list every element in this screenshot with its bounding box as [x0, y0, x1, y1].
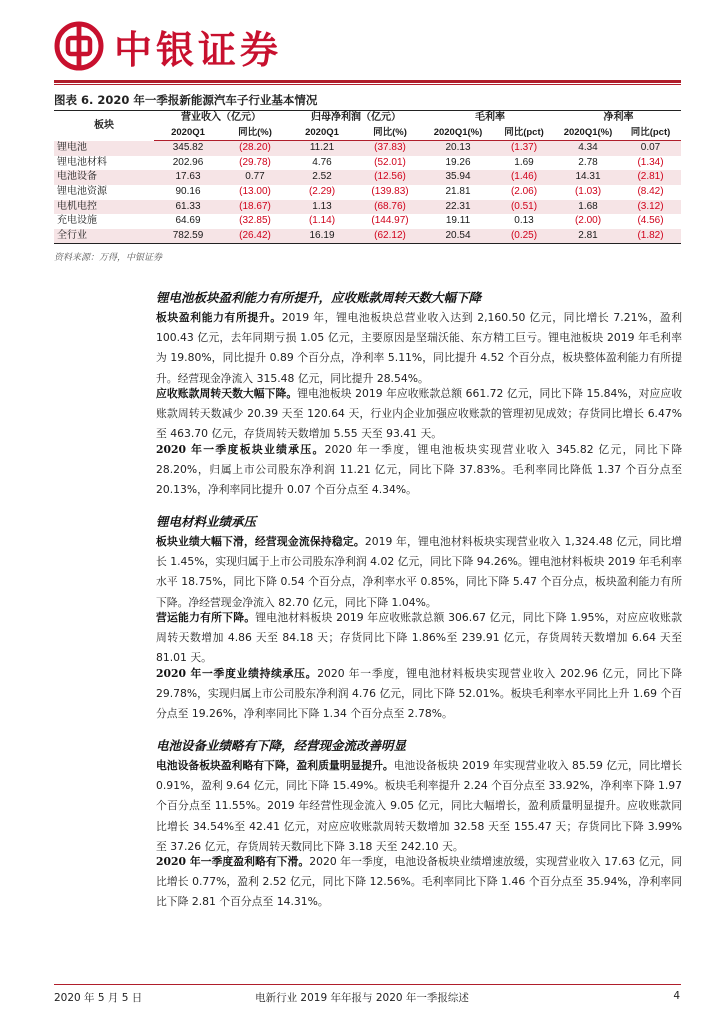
table-cell: 2.81: [556, 229, 620, 244]
table-cell: 16.19: [288, 229, 356, 244]
table-cell: (29.78): [239, 156, 271, 168]
row-segment-name: 充电设施: [57, 215, 97, 227]
table-cell: 20.54: [424, 229, 492, 244]
section-heading: 锂电材料业绩承压: [156, 514, 257, 529]
table-cell: 1.68: [556, 200, 620, 215]
brand-name: 中银证券: [114, 26, 283, 72]
header-segment: 板块: [54, 111, 154, 141]
table-cell: (0.51): [492, 200, 556, 215]
subheader: 2020Q1: [288, 126, 356, 141]
table-cell: (52.01): [374, 156, 406, 168]
subheader: 同比(%): [356, 126, 424, 141]
table-cell: (26.42): [222, 229, 288, 244]
table-cell: 17.63: [154, 170, 222, 185]
header-group-gross-margin: 毛利率: [424, 111, 556, 126]
table-cell: (1.03): [574, 185, 602, 197]
table-cell: 202.96: [172, 156, 204, 168]
table-cell: (37.83): [356, 141, 424, 156]
table-cell: 35.94: [424, 170, 492, 185]
paragraph-lead: 板块盈利能力有所提升。: [156, 311, 282, 324]
table-cell: (1.46): [492, 170, 556, 185]
table-cell: (4.56): [637, 215, 664, 227]
table-cell: (13.00): [239, 185, 271, 197]
table-cell: 4.76: [312, 156, 332, 168]
financial-table: [54, 110, 681, 244]
table-row: [54, 185, 681, 200]
page-number: 4: [673, 990, 680, 1002]
paragraph: [156, 532, 682, 613]
table-cell: (12.56): [356, 170, 424, 185]
table-cell: 2.78: [578, 156, 598, 168]
table-cell: 1.13: [288, 200, 356, 215]
table-cell: (32.85): [239, 215, 271, 227]
table-cell: 0.77: [222, 170, 288, 185]
paragraph-text: 电池设备板块 2019 年实现营业收入 85.59 亿元，同比增长 0.91%，盈利 9.64 亿元，同比下降 15.49%。板块毛利率提升 2.24 个百分点至 33.92%，净利率下降 1.97 个百分点至 11.55%。2019 年经营性现金流入 9.05 亿元，同比大幅增长，盈利质量明显提升。应收账款同比增长 34.54%至 42.41 亿元，对应应收账款周转天数增加 32.58 天至 155.47 天；存货同比下降 3.99%至 37.26 亿元，存货周转天数同比下降 3.18 天至 242.10 天。: [156, 759, 682, 853]
table-cell: (1.82): [620, 229, 681, 244]
table-cell: (139.83): [371, 185, 409, 197]
table-cell: (18.67): [222, 200, 288, 215]
section-heading: 锂电池板块盈利能力有所提升，应收账款周转天数大幅下降: [156, 290, 482, 305]
subheader: 同比(pct): [620, 126, 681, 141]
table-cell: (1.14): [308, 215, 336, 227]
table-cell: (2.00): [574, 215, 602, 227]
bank-of-china-logo-icon: [54, 21, 104, 71]
table-cell: 782.59: [154, 229, 222, 244]
table-row: [54, 229, 681, 244]
row-segment-name: 锂电池资源: [57, 185, 107, 197]
paragraph-lead: 营运能力有所下降。: [156, 611, 256, 624]
table-cell: 64.69: [175, 215, 201, 227]
figure-source: 资料来源：万得，中银证券: [54, 253, 163, 263]
paragraph-lead: 2020 年一季度业绩持续承压。: [156, 667, 318, 680]
table-cell: (28.20): [222, 141, 288, 156]
paragraph-text: 锂电池材料板块 2019 年应收账款总额 306.67 亿元，同比下降 1.95%，对应应收账款周转天数增加 4.86 天至 84.18 天；存货同比下降 1.86%至 239.91 亿元，存货周转天数增加 6.64 天至 81.01 天。: [156, 611, 683, 665]
table-cell: (8.42): [637, 185, 664, 197]
table-row: [54, 214, 681, 229]
table-row: [54, 156, 681, 171]
table-cell: (2.06): [510, 185, 538, 197]
paragraph-lead: 应收账款周转天数大幅下降。: [156, 387, 298, 400]
paragraph: [156, 308, 682, 389]
paragraph-lead: 板块业绩大幅下滑，经营现金流保持稳定。: [156, 535, 365, 548]
row-segment-name: 电池设备: [54, 170, 154, 185]
row-segment-name: 全行业: [54, 229, 154, 244]
header-group-revenue: 营业收入（亿元）: [154, 111, 288, 126]
paragraph: [156, 664, 682, 725]
table-cell: 61.33: [154, 200, 222, 215]
paragraph-text: 2019 年，锂电池板块总营业收入达到 2,160.50 亿元，同比增长 7.21%，盈利 100.43 亿元，去年同期亏损 1.05 亿元，主要原因是坚瑞沃能、东方精工巨亏。锂电池板块 2019 年毛利率为 19.80%，同比提升 0.89 个百分点，净利率 5.11%，同比提升 4.52 个百分点，板块整体盈利能力有所提升。经营现金净流入 315.48 亿元，同比提升 28.54%。: [156, 311, 682, 385]
table-cell: (0.25): [492, 229, 556, 244]
header-rule: [54, 80, 681, 83]
subheader: 2020Q1(%): [424, 126, 492, 141]
table-cell: 19.11: [445, 215, 471, 227]
header-rule-thin: [54, 84, 681, 85]
paragraph-lead: 2020 年一季度板块业绩承压。: [156, 443, 325, 456]
table-cell: (1.37): [492, 141, 556, 156]
subheader: 同比(pct): [492, 126, 556, 141]
row-segment-name: 电机电控: [54, 200, 154, 215]
subheader: 2020Q1: [154, 126, 222, 141]
header-group-net-profit: 归母净利润（亿元）: [288, 111, 424, 126]
table-row: [54, 141, 681, 156]
table-cell: (144.97): [371, 215, 409, 227]
paragraph: [156, 384, 682, 445]
paragraph-text: 2020 年一季度，锂电池材料板块实现营业收入 202.96 亿元，同比下降 29.78%，实现归属上市公司股东净利润 4.76 亿元，同比下降 52.01%。板块毛利率水平同比上升 1.69 个百分点至 19.26%，净利率同比下降 1.34 个百分点至 2.78%。: [156, 667, 682, 721]
table-cell: (68.76): [356, 200, 424, 215]
table-row: [54, 170, 681, 185]
paragraph-text: 2019 年，锂电池材料板块实现营业收入 1,324.48 亿元，同比增长 1.45%，实现归属于上市公司股东净利润 4.02 亿元，同比下降 94.26%。锂电池材料板块 2019 年毛利率水平 18.75%，同比下降 0.54 个百分点，净利率水平 0.85%，同比下降 5.47 个百分点，板块盈利能力有所下降。净经营现金净流入 82.70 亿元，同比下降 1.04%。: [156, 535, 683, 609]
subheader: 同比(%): [222, 126, 288, 141]
footer-title: 电新行业 2019 年年报与 2020 年一季报综述: [255, 992, 469, 1004]
paragraph: [156, 608, 682, 669]
table-cell: (2.81): [620, 170, 681, 185]
table-cell: 20.13: [424, 141, 492, 156]
paragraph-text: 2020 年一季度，电池设备板块业绩增速放缓，实现营业收入 17.63 亿元，同比增长 0.77%，盈利 2.52 亿元，同比下降 12.56%。毛利率同比下降 1.46 个百分点至 35.94%，净利率同比下降 2.81 个百分点至 14.31%。: [156, 855, 682, 909]
row-segment-name: 锂电池材料: [57, 156, 107, 168]
table-cell: 19.26: [445, 156, 471, 168]
table-row: [54, 200, 681, 215]
table-cell: 345.82: [154, 141, 222, 156]
section-heading: 电池设备业绩略有下降，经营现金流改善明显: [156, 738, 407, 753]
table-cell: 22.31: [424, 200, 492, 215]
table-cell: 14.31: [556, 170, 620, 185]
table-cell: (2.29): [308, 185, 336, 197]
table-cell: (62.12): [356, 229, 424, 244]
table-cell: 0.07: [620, 141, 681, 156]
header-logo: [54, 20, 282, 72]
table-cell: 4.34: [556, 141, 620, 156]
paragraph-lead: 2020 年一季度盈利略有下滑。: [156, 855, 310, 868]
table-cell: 11.21: [288, 141, 356, 156]
table-cell: 0.13: [514, 215, 534, 227]
table-cell: (1.34): [637, 156, 664, 168]
table-cell: 2.52: [288, 170, 356, 185]
paragraph: [156, 756, 682, 857]
paragraph: [156, 852, 682, 913]
row-segment-name: 锂电池: [54, 141, 154, 156]
footer-rule: [54, 984, 681, 985]
figure-title: 图表 6. 2020 年一季报新能源汽车子行业基本情况: [54, 93, 318, 107]
header-group-net-margin: 净利率: [556, 111, 681, 126]
subheader: 2020Q1(%): [556, 126, 620, 141]
footer-date: 2020 年 5 月 5 日: [54, 992, 143, 1004]
paragraph-text: 锂电池板块 2019 年应收账款总额 661.72 亿元，同比下降 15.84%，对应应收账款周转天数减少 20.39 天至 120.64 天，行业内企业加强应收账款的管理初见成效；存货同比增长 6.47%至 463.70 亿元，存货周转天数增加 5.55 天至 93.41 天。: [156, 387, 682, 441]
table-cell: 1.69: [514, 156, 534, 168]
paragraph-text: 2020 年一季度，锂电池板块实现营业收入 345.82 亿元，同比下降 28.20%，归属上市公司股东净利润 11.21 亿元，同比下降 37.83%。毛利率同比降低 1.37 个百分点至 20.13%，净利率同比提升 0.07 个百分点至 4.34%。: [156, 443, 682, 497]
table-cell: 90.16: [175, 185, 201, 197]
table-cell: (3.12): [620, 200, 681, 215]
paragraph: [156, 440, 682, 501]
table-cell: 21.81: [445, 185, 471, 197]
paragraph-lead: 电池设备板块盈利略有下降，盈利质量明显提升。: [156, 759, 394, 772]
